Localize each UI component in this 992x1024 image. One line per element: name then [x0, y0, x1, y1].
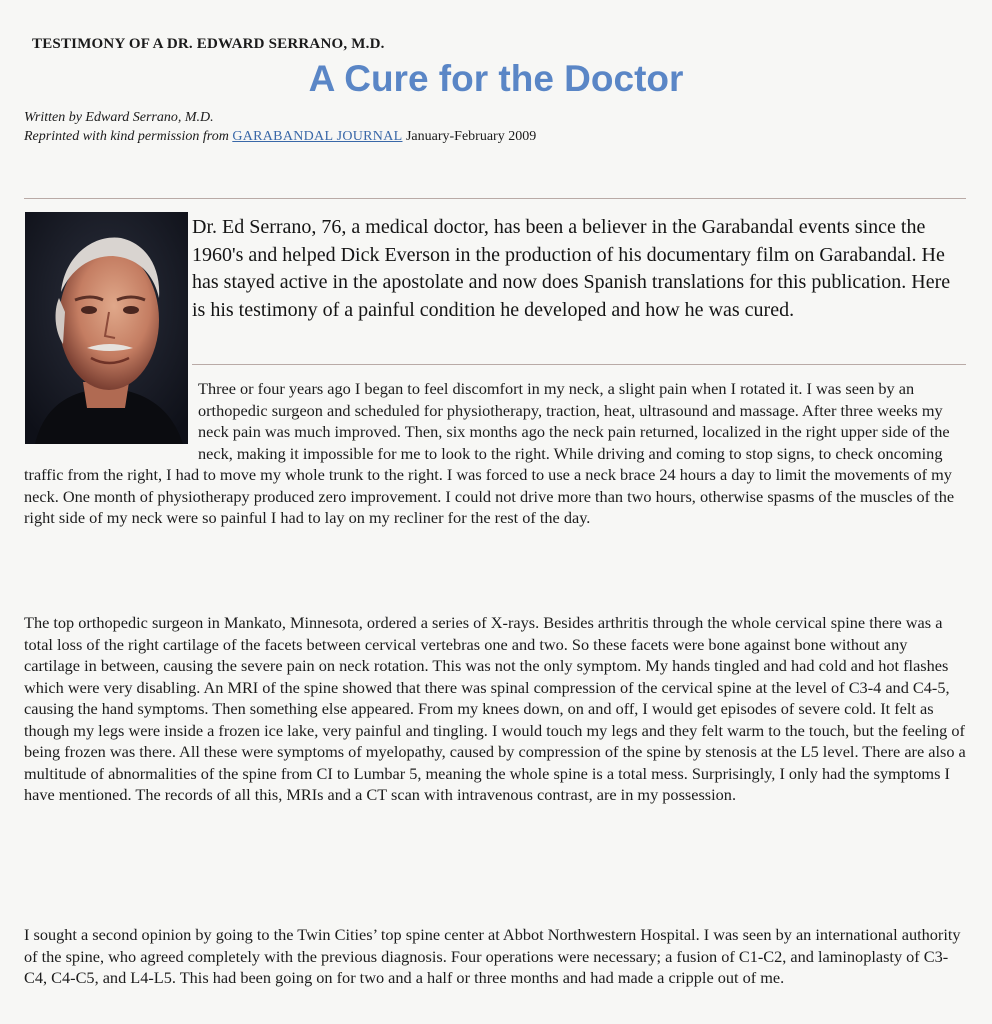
body-paragraph-3 [24, 924, 966, 989]
article-title: A Cure for the Doctor [308, 58, 684, 99]
author-line: Written by Edward Serrano, M.D. [24, 110, 214, 125]
journal-link[interactable]: GARABANDAL JOURNAL [232, 129, 403, 144]
issue-date: January-February 2009 [405, 129, 537, 144]
intro-divider [192, 364, 966, 365]
body-paragraph-1 [24, 378, 966, 529]
body-paragraph-2-text: The top orthopedic surgeon in Mankato, Minnesota, ordered a series of X-rays. Besides arthritis through the whole cervical spine there was a total loss of the right cartilage of the facets between cervical vertebras one and two. So these facets were bone against bone without any cartilage in between, causing the severe pain on neck rotation. This was not the only symptom. My hands tingled and had cold and hot flashes which were very disabling. An MRI of the spine showed that there was spinal compression of the cervical spine at the level of C3-4 and C4-5, causing the hand symptoms. Then something else appeared. From my knees down, on and off, I would get episodes of severe cold. It felt as though my legs were inside a frozen ice lake, very painful and tingling. I would touch my legs and they felt warm to the touch, but the feeling of being frozen was there. All these were symptoms of myelopathy, caused by compression of the spine by stenosis at the L5 level. There are also a multitude of abnormalities of the spine from CI to Lumbar 5, meaning the whole spine is a total mess. Surprisingly, I only had the symptoms I have mentioned. The records of all this, MRIs and a CT scan with intravenous contrast, are in my possession. [24, 613, 966, 804]
reprint-prefix: Reprinted with kind permission from [24, 129, 229, 144]
body-paragraph-3-text: I sought a second opinion by going to the Twin Cities’ top spine center at Abbot Northwestern Hospital. I was seen by an international authority of the spine, who agreed completely with the previous diagnosis. Four operations were necessary; a fusion of C1-C2, and laminoplasty of C3-C4, C4-C5, and L4-L5. This had been going on for two and a half or three months and had made a cripple out of me. [24, 925, 961, 987]
top-divider [24, 198, 966, 199]
byline [24, 108, 536, 146]
testimony-kicker: TESTIMONY OF A DR. EDWARD SERRANO, M.D. [32, 36, 385, 52]
body-paragraph-2 [24, 612, 966, 806]
reprint-line [24, 127, 536, 146]
intro-paragraph: Dr. Ed Serrano, 76, a medical doctor, has been a believer in the Garabandal events since the 1960's and helped Dick Everson in the production of his documentary film on Garabandal. He has stayed active in the apostolate and now does Spanish translations for this publication. Here is his testimony of a painful condition he developed and how he was cured. [192, 216, 951, 321]
body-paragraph-1-text: Three or four years ago I began to feel discomfort in my neck, a slight pain when I rotated it. I was seen by an orthopedic surgeon and scheduled for physiotherapy, traction, heat, ultrasound and massage. After three weeks my neck pain was much improved. Then, six months ago the neck pain returned, localized in the right upper side of the neck, making it impossible for me to look to the right. While driving and coming to stop signs, to check oncoming traffic from the right, I had to move my whole trunk to the right. I was forced to use a neck brace 24 hours a day to limit the movements of my neck. One month of physiotherapy produced zero improvement. I could not drive more than two hours, otherwise spasms of the muscles of the right side of my neck were so painful I had to lay on my recliner for the rest of the day. [24, 379, 955, 527]
photo-wrap-space [24, 378, 198, 446]
